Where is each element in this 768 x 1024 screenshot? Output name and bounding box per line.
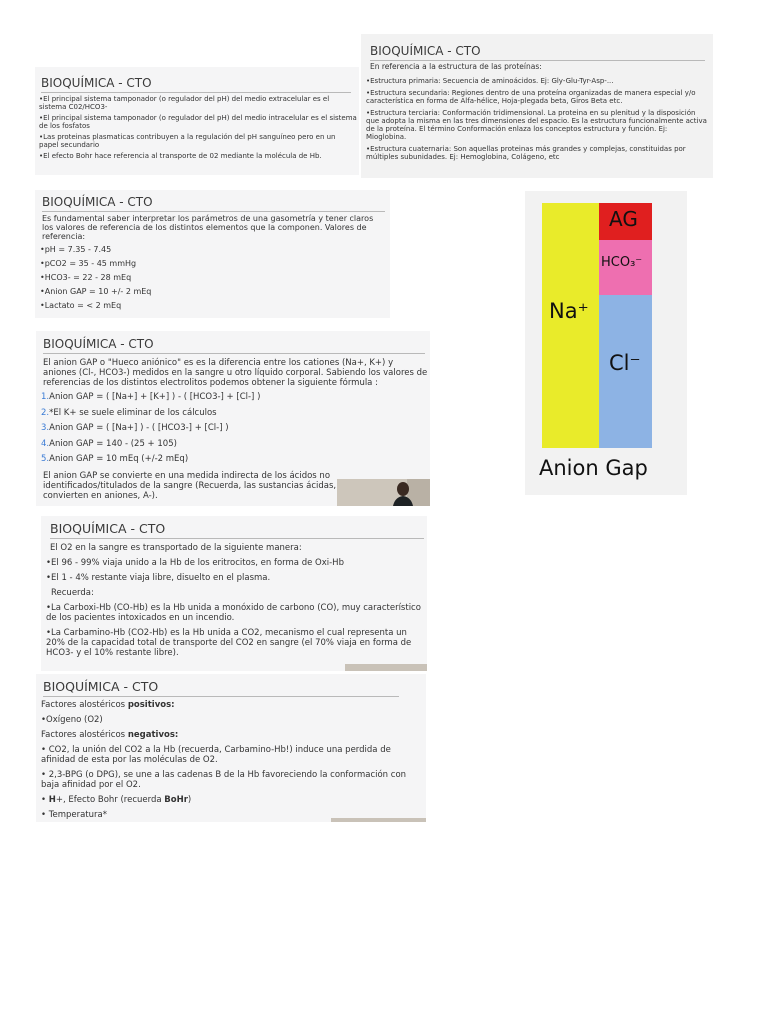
list-number: 4.	[41, 438, 50, 449]
slide-title: BIOQUÍMICA - CTO	[41, 76, 351, 93]
list-text: *El K+ se suele eliminar de los cálculos	[49, 407, 217, 418]
list-item: •El principal sistema tamponador (o regulador del pH) del medio intracelular es el sistema de los fosfatos	[39, 114, 357, 130]
list-item: •La Carboxi-Hb (CO-Hb) es la Hb unida a monóxido de carbono (CO), muy característico de los pacientes intoxicados en un incendio.	[46, 603, 421, 623]
list-item: •Anion GAP = 10 +/- 2 mEq	[40, 287, 152, 296]
heading-text: Factores alostéricos	[41, 730, 128, 740]
sodium-column	[542, 203, 600, 448]
slide-allosteric-factors	[36, 674, 426, 822]
list-item: • CO2, la unión del CO2 a la Hb (recuerda, Carbamino-Hb!) induce una perdida de afinidad de esta por las moléculas de O2.	[41, 745, 391, 765]
positive-factors-heading	[41, 700, 425, 710]
slide-gasometry-reference	[35, 190, 390, 318]
slide-buffer-systems	[35, 67, 359, 175]
list-number: 2.	[41, 407, 50, 418]
presenter-video-thumbnail	[337, 479, 430, 506]
list-item: •El 96 - 99% viaja unido a la Hb de los eritrocitos, en forma de Oxi-Hb	[46, 558, 344, 568]
list-item: •El efecto Bohr hace referencia al transporte de 02 mediante la molécula de Hb.	[39, 152, 322, 160]
list-item: •Estructura primaria: Secuencia de aminoácidos. Ej: Gly-Glu-Tyr-Asp-...	[366, 77, 614, 85]
list-item: •Lactato = < 2 mEq	[40, 301, 122, 310]
slide-body	[41, 700, 425, 822]
list-text: Anion GAP = ( [Na+] + [K+] ) - ( [HCO3-] + [Cl-] )	[49, 392, 261, 402]
list-number: 1.	[41, 392, 50, 402]
heading-bold: negativos:	[127, 730, 179, 740]
bullet: •	[41, 795, 49, 805]
heading-text: Factores alostéricos	[41, 700, 128, 710]
slide-title: BIOQUÍMICA - CTO	[43, 679, 399, 697]
slide-title: BIOQUÍMICA - CTO	[50, 521, 424, 539]
list-item: •El 1 - 4% restante viaja libre, disuelto en el plasma.	[46, 573, 271, 583]
bullet-list	[40, 245, 151, 315]
slide-title: BIOQUÍMICA - CTO	[370, 44, 705, 61]
list-item: •Estructura cuaternaria: Son aquellas proteinas más grandes y complejas, constituidas por múltiples subunidades. Ej: Hemoglobina, Colágeno, etc	[366, 145, 686, 161]
list-number: 5.	[41, 454, 50, 464]
slide-intro: En referencia a la estructura de las proteínas:	[370, 62, 542, 71]
list-item: •Estructura terciaria: Conformación tridimensional. La proteina en su plenitud y la disposición que adopta la misma en las tres dimensiones del espacio. Es la estructura funcionalmente activa de la proteína. El término Conformación enlaza los conceptos estructura y función. Ej: Mioglobina.	[366, 109, 707, 141]
anion-gap-diagram	[525, 191, 687, 495]
list-item	[41, 392, 260, 402]
list-item: •Estructura secundaria: Regiones dentro de una proteína organizadas de manera especial y/o característica en forma de Alfa-hélice, Hoja-plegada beta, Giros Beta etc.	[366, 89, 696, 105]
text: )	[187, 795, 192, 805]
bullet-list	[366, 77, 708, 165]
list-item	[41, 454, 260, 464]
presenter-video-thumbnail	[345, 664, 427, 671]
slide-title: BIOQUÍMICA - CTO	[43, 337, 425, 354]
heading-bold: positivos:	[127, 700, 175, 710]
list-item: • 2,3-BPG (o DPG), se une a las cadenas B de la Hb favoreciendo la conformación con baja afinidad por el O2.	[41, 770, 407, 790]
list-item	[41, 423, 260, 433]
presenter-video-thumbnail	[331, 818, 426, 822]
slide-outro: El anion GAP se convierte en una medida indirecta de los ácidos no identificados/titulados de la sangre (Recuerda, las sustancias ácidas, convierten en aniones, A-).	[43, 471, 337, 501]
slide-intro: El O2 en la sangre es transportado de la siguiente manera:	[50, 543, 302, 553]
list-item: •pCO2 = 35 - 45 mmHg	[40, 259, 137, 268]
bold-text: BoHr	[164, 795, 188, 805]
list-item: • Temperatura*	[41, 810, 107, 820]
list-item: •Oxígeno (O2)	[41, 715, 103, 725]
presenter-image	[337, 479, 430, 506]
negative-factors-heading	[41, 730, 425, 740]
chloride-label: Cl⁻	[609, 351, 641, 375]
sodium-label: Na⁺	[549, 299, 589, 323]
list-item	[41, 795, 425, 805]
text: +, Efecto Bohr (recuerda	[55, 795, 165, 805]
list-text: Anion GAP = 140 - (25 + 105)	[49, 438, 177, 449]
slide-oxygen-transport	[41, 516, 427, 671]
positive-factors-list	[41, 715, 425, 725]
list-item	[41, 408, 260, 418]
bicarbonate-label: HCO₃⁻	[601, 255, 643, 270]
slide-intro: El anion GAP o "Hueco aniónico" es es la diferencia entre los cationes (Na+, K+) y aniones (Cl-, HCO3-) medidos en la sangre u otro líquido corporal. Sabiendo los valores de referencias de los distintos electrolitos podemos obtener la siguiente fórmula :	[43, 358, 428, 388]
slide-title: BIOQUÍMICA - CTO	[42, 195, 385, 212]
list-item	[41, 439, 260, 449]
list-item: Recuerda:	[51, 588, 94, 598]
bullet-list	[39, 95, 357, 163]
bold-text: H	[48, 795, 56, 805]
anion-gap-label: AG	[609, 207, 638, 231]
negative-factors-list	[41, 745, 425, 820]
list-item: •HCO3- = 22 - 28 mEq	[40, 273, 132, 282]
numbered-list	[41, 392, 260, 470]
figure-caption: Anion Gap	[539, 456, 648, 480]
list-item: •Las proteinas plasmaticas contribuyen a la regulación del pH sanguíneo pero en un papel secundario	[39, 133, 336, 149]
list-text: Anion GAP = 10 mEq (+/-2 mEq)	[49, 454, 189, 464]
list-item: •La Carbamino-Hb (CO2-Hb) es la Hb unida a CO2, mecanismo el cual representa un 20% de la capacidad total de transporte del CO2 en sangre (el 70% viaja en forma de HCO3- y el 10% restante libre).	[46, 628, 412, 658]
bullet-list	[46, 558, 424, 663]
list-text: Anion GAP = ( [Na+] ) - ( [HCO3-] + [Cl-] )	[49, 423, 229, 433]
list-number: 3.	[41, 423, 50, 433]
slide-anion-gap	[36, 331, 430, 506]
list-item: •El principal sistema tamponador (o regulador del pH) del medio extracelular es el sistema C02/HCO3-	[39, 95, 330, 111]
slide-protein-structure	[361, 34, 713, 178]
list-item: •pH = 7.35 - 7.45	[40, 245, 112, 254]
slide-intro: Es fundamental saber interpretar los parámetros de una gasometría y tener claros los valores de referencia de los distintos elementos que la componen. Valores de referencia:	[42, 214, 374, 241]
